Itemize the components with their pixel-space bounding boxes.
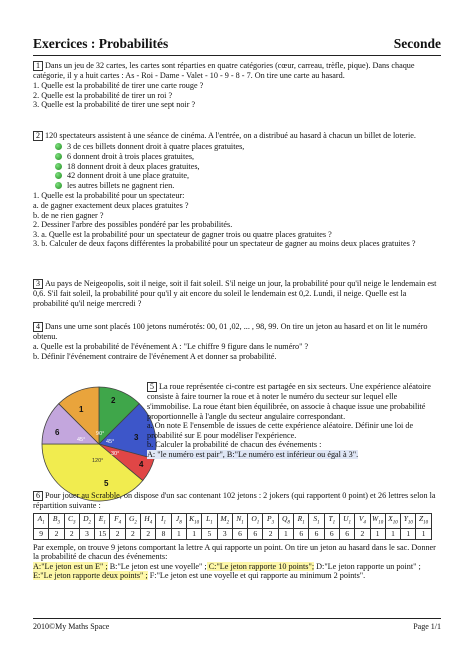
letter-cell: $D_2$ (79, 514, 94, 529)
exercise-intro: Dans une urne sont placés 100 jetons numérotés: 00, 01 ,02, ... , 98, 99. On tire un jeton au hasard et on lit le numéro obtenu. (33, 322, 428, 342)
bullet-icon (55, 163, 62, 170)
bullet-icon (55, 153, 62, 160)
count-cell: 15 (95, 529, 110, 540)
count-cell: 6 (309, 529, 324, 540)
question: 2. Dessiner l'arbre des possibles pondéré par les probabilités. (33, 220, 233, 230)
letter-cell: $C_3$ (64, 514, 79, 529)
letter-cell: $X_{10}$ (385, 514, 400, 529)
question: a. On note E l'ensemble de issues de cette expérience aléatoire. Définir une loi de probabilité sur E pour modéliser l'expérience. (147, 421, 414, 440)
question: 1. Quelle est la probabilité de tirer une carte rouge ? (33, 81, 204, 90)
count-cell: 2 (355, 529, 370, 540)
exercise-text: Par exemple, on trouve 9 jetons comportant la lettre A qui rapporte un point. On tire un jeton au hasard dans le sac. Donner la probabilité de chacun des événements: (33, 542, 436, 562)
sector-number: 4 (139, 460, 144, 469)
header-divider (33, 55, 441, 56)
letter-cell: $L_1$ (202, 514, 217, 529)
letter-cell: $W_{10}$ (370, 514, 385, 529)
letter-cell: $R_1$ (294, 514, 309, 529)
letter-cell: $K_{10}$ (186, 514, 201, 529)
letter-cell: $A_1$ (34, 514, 49, 529)
letter-cell: $Y_{10}$ (401, 514, 416, 529)
letter-cell: $T_1$ (324, 514, 339, 529)
sector-number: 1 (79, 405, 84, 414)
count-cell: 5 (202, 529, 217, 540)
count-cell: 6 (324, 529, 339, 540)
exercise-4 (33, 322, 441, 361)
exercise-1 (33, 61, 441, 110)
count-cell: 2 (64, 529, 79, 540)
event-d: D:"Le jeton rapporte un point" ; (314, 561, 421, 571)
list-item: 18 donnent droit à deux places gratuites, (55, 162, 441, 172)
sector-number: 2 (111, 396, 116, 405)
count-cell: 8 (156, 529, 171, 540)
angle-label: 120° (92, 458, 104, 464)
table-row-counts (34, 529, 432, 540)
count-cell: 6 (339, 529, 354, 540)
page-number: Page 1/1 (413, 622, 441, 631)
question: 3. b. Calculer de deux façons différentes la probabilité pour un spectateur de gagner au moins deux places gratuites ? (33, 239, 416, 249)
letter-cell: $B_3$ (49, 514, 64, 529)
exercise-text: La roue représentée ci-contre est partagée en six secteurs. Une expérience aléatoire consiste à faire tourner la roue et à noter le numéro du secteur sur lequel elle s'immobilise. La roue étant bien équilibrée, on associe à chaque issue une probabilité proportionnelle à l'angle du secteur angulaire correspondant. (147, 382, 431, 421)
count-cell: 6 (294, 529, 309, 540)
count-cell: 2 (110, 529, 125, 540)
count-cell: 1 (401, 529, 416, 540)
exercise-intro: Pour jouer au Scrabble, on dispose d'un sac contenant 102 jetons : 2 jokers (qui rapportent 0 point) et 26 lettres selon la répartition suivante : (33, 491, 436, 511)
exercise-number: 6 (33, 491, 43, 501)
letter-cell: $Z_{10}$ (416, 514, 431, 529)
angle-label: 30° (111, 451, 120, 457)
events-highlight: A: "le numéro est pair", B:"Le numéro est inférieur ou égal à 3". (147, 449, 359, 459)
angle-label: 45° (106, 439, 115, 445)
count-cell: 1 (278, 529, 293, 540)
sector-number: 6 (55, 428, 60, 437)
count-cell: 1 (171, 529, 186, 540)
class-level: Seconde (393, 36, 441, 51)
letter-cell: $O_1$ (248, 514, 263, 529)
table-row-letters (34, 514, 432, 529)
question: b. de ne rien gagner ? (33, 210, 104, 220)
exercise-number: 5 (147, 382, 157, 392)
exercise-3 (33, 279, 441, 309)
count-cell: 2 (263, 529, 278, 540)
event-c: C:"Le jeton rapporte 10 points"; (206, 561, 315, 571)
letter-cell: $V_4$ (355, 514, 370, 529)
page-header (33, 36, 441, 52)
exercise-number: 2 (33, 131, 43, 141)
letter-cell: $I_1$ (156, 514, 171, 529)
letter-cell: $P_3$ (263, 514, 278, 529)
sector-number: 5 (104, 479, 109, 488)
count-cell: 1 (186, 529, 201, 540)
scrabble-table (33, 513, 432, 540)
list-item: 6 donnent droit à trois places gratuites, (55, 152, 441, 162)
sector-number: 3 (134, 433, 139, 442)
event-f: F:"Le jeton est une voyelle et qui rapporte au minimum 2 points". (147, 571, 366, 581)
bullet-icon (55, 172, 62, 179)
question: 1. Quelle est la probabilité pour un spectateur: (33, 191, 185, 201)
count-cell: 6 (232, 529, 247, 540)
angle-label: 90° (96, 431, 105, 437)
count-cell: 9 (34, 529, 49, 540)
footer-divider (33, 618, 441, 619)
letter-cell: $Q_8$ (278, 514, 293, 529)
count-cell: 1 (370, 529, 385, 540)
letter-cell: $H_4$ (141, 514, 156, 529)
count-cell: 6 (248, 529, 263, 540)
list-item: les autres billets ne gagnent rien. (55, 181, 441, 191)
exercise-intro: 120 spectateurs assistent à une séance de cinéma. A l'entrée, on a distribué au hasard à chacun un billet de loterie. (45, 131, 416, 140)
list-item: 3 de ces billets donnent droit à quatre places gratuites, (55, 142, 441, 152)
page-title: Exercices : Probabilités (33, 36, 169, 51)
exercise-5 (147, 382, 441, 460)
count-cell: 2 (49, 529, 64, 540)
count-cell: 3 (79, 529, 94, 540)
question: b. Calculer la probabilité de chacun des événements : (147, 440, 322, 450)
question: a. de gagner exactement deux places gratuites ? (33, 200, 189, 210)
question: a. Quelle est la probabilité de l'événement A : "Le chiffre 9 figure dans le numéro" ? (33, 342, 309, 351)
count-cell: 1 (385, 529, 400, 540)
count-cell: 2 (125, 529, 140, 540)
event-a: A:"Le jeton est un E" ; (33, 561, 108, 571)
count-cell: 3 (217, 529, 232, 540)
exercise-intro: Dans un jeu de 32 cartes, les cartes sont réparties en quatre catégories (cœur, carreau, trèfle, pique). Dans chaque catégorie, il y a huit cartes : As - Roi - Dame - Valet - 10 - 9 - 8 - 7. On tire une carte au hasard. (33, 61, 415, 81)
copyright: 2010©My Maths Space (33, 622, 110, 631)
angle-label: 45° (77, 437, 86, 443)
letter-cell: $M_2$ (217, 514, 232, 529)
list-item: 42 donnent droit à une place gratuite, (55, 171, 441, 181)
question: 3. Quelle est la probabilité de tirer une sept noir ? (33, 100, 196, 110)
question: b. Définir l'événement contraire de l'événement A et donner sa probabilité. (33, 351, 277, 361)
page-footer (33, 622, 441, 631)
question: 3. a. Quelle est la probabilité pour un spectateur de gagner trois ou quatre places gratuites ? (33, 229, 332, 239)
letter-cell: $F_4$ (110, 514, 125, 529)
exercise-number: 3 (33, 279, 43, 289)
letter-cell: $N_1$ (232, 514, 247, 529)
exercise-text: Au pays de Neigeopolis, soit il neige, soit il fait soleil. S'il neige un jour, la probabilité pour qu'il neige le lendemain est 0,6. S'il fait soleil, la probabilité pour qu'il y ait encore du soleil le lendemain est 0,2. Lundi, il neige. Quelle est la probabilité qu'il neige mercredi ? (33, 279, 437, 308)
bullet-icon (55, 182, 62, 189)
bullet-icon (55, 143, 62, 150)
event-b: B:"Le jeton est une voyelle" ; (107, 561, 207, 571)
count-cell: 1 (416, 529, 431, 540)
letter-cell: $J_8$ (171, 514, 186, 529)
letter-cell: $G_2$ (125, 514, 140, 529)
probability-wheel (38, 383, 160, 505)
letter-cell: $E_1$ (95, 514, 110, 529)
question: 2. Quelle est la probabilité de tirer un roi ? (33, 90, 173, 100)
exercise-6 (33, 491, 441, 581)
exercise-number: 4 (33, 322, 43, 332)
event-e: E:"Le jeton rapporte deux points" ; (33, 571, 148, 581)
letter-cell: $U_1$ (339, 514, 354, 529)
prize-list (33, 142, 441, 190)
letter-cell: $S_1$ (309, 514, 324, 529)
exercise-2 (33, 131, 441, 249)
exercise-number: 1 (33, 61, 43, 71)
count-cell: 2 (141, 529, 156, 540)
